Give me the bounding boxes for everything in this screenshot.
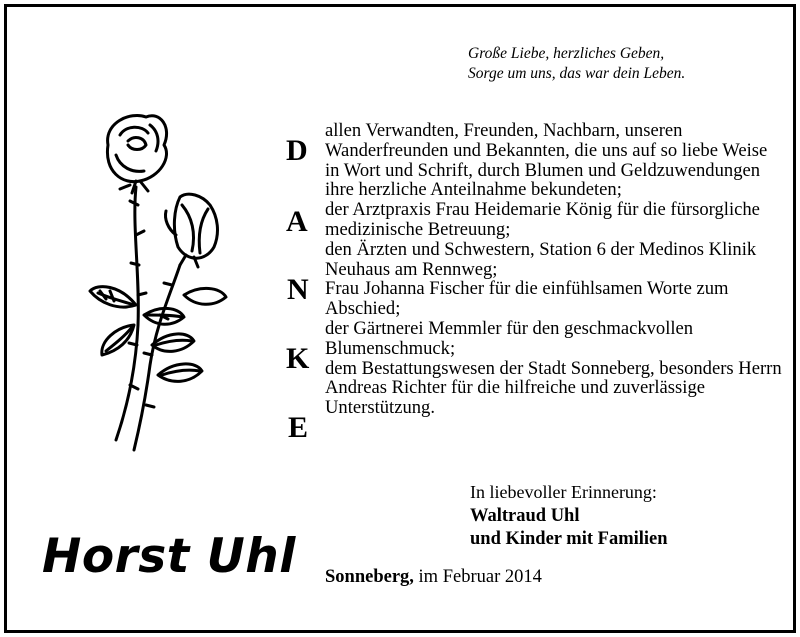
motto-line-2: Sorge um uns, das war dein Leben.: [468, 65, 686, 82]
danke-letter-e: E: [288, 411, 309, 444]
motto-line-1: Große Liebe, herzliches Geben,: [468, 45, 665, 62]
rose-icon: [60, 105, 250, 465]
deceased-name: Horst Uhl: [42, 529, 296, 584]
danke-letter-k: K: [286, 342, 310, 375]
place: Sonneberg,: [325, 567, 414, 587]
thanks-item: Frau Johanna Fischer für die einfühlsamen Worte zum Abschied;: [325, 278, 729, 320]
thanks-item: dem Bestattungswesen der Stadt Sonneberg, besonders Herrn Andreas Richter für die hilfreiche und zuverlässige Unterstützung.: [325, 357, 782, 419]
thanks-item: der Arztpraxis Frau Heidemarie König für die fürsorgliche medizinische Betreuung;: [325, 199, 760, 240]
thanks-item: den Ärzten und Schwestern, Station 6 der Medinos Klinik Neuhaus am Rennweg;: [325, 238, 757, 280]
danke-letter-n: N: [287, 273, 309, 306]
thanks-list: [325, 121, 785, 418]
signers: [470, 505, 668, 551]
date: im Februar 2014: [418, 567, 542, 587]
thanks-item: allen Verwandten, Freunden, Nachbarn, unseren Wanderfreunden und Bekannten, die uns auf so liebe Weise in Wort und Schrift, durch Blumen und Geldzuwendungen ihre herzliche Anteilnahme bekundeten;: [325, 120, 768, 201]
signer-line-2: und Kinder mit Familien: [470, 529, 668, 549]
danke-letter-d: D: [286, 134, 308, 167]
thanks-item: der Gärtnerei Memmler für den geschmackvollen Blumenschmuck;: [325, 317, 694, 359]
signer-line-1: Waltraud Uhl: [470, 506, 580, 526]
danke-letter-a: A: [286, 205, 308, 238]
closing-line: In liebevoller Erinnerung:: [470, 482, 657, 502]
place-date: [325, 566, 542, 588]
motto: [468, 44, 685, 84]
